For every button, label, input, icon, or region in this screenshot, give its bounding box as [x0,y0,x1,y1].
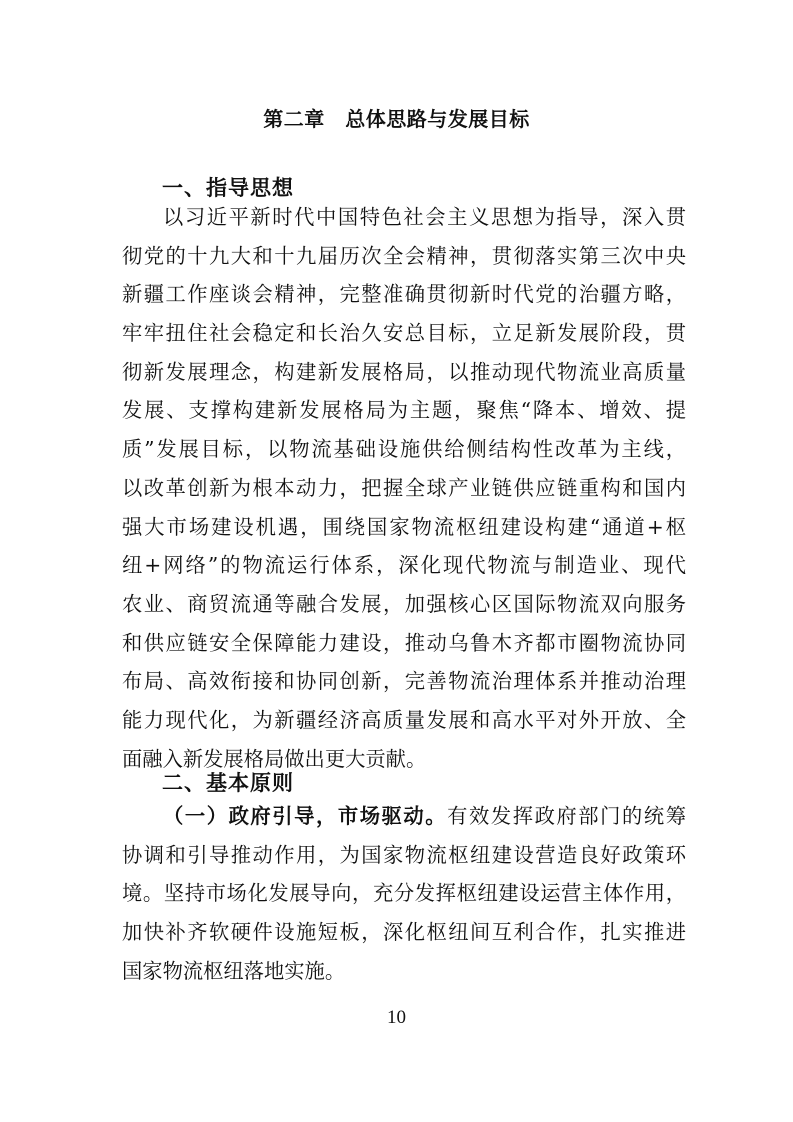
paragraph-line: 强大市场建设机遇，围绕国家物流枢纽建设构建“通道+枢 [122,514,686,539]
page-number: 10 [387,1007,406,1028]
paragraph-line: 协调和引导推动作用，为国家物流枢纽建设营造良好政策环 [122,842,686,867]
paragraph-line: 能力现代化，为新疆经济高质量发展和高水平对外开放、全 [122,707,686,732]
paragraph-line: 质”发展目标，以物流基础设施供给侧结构性改革为主线， [122,437,686,462]
paragraph-line: 新疆工作座谈会精神，完整准确贯彻新时代党的治疆方略， [122,282,686,307]
paragraph-line: 发展、支撑构建新发展格局为主题，聚焦“降本、增效、提 [122,398,686,423]
principle-one-lead: （一）政府引导，市场驱动。 [163,804,448,828]
paragraph-line: 和供应链安全保障能力建设，推动乌鲁木齐都市圈物流协同 [122,630,686,655]
section-heading-guiding-ideology: 一、指导思想 [162,176,294,200]
paragraph-line: 国家物流枢纽落地实施。 [122,958,346,983]
paragraph-line: 布局、高效衔接和协同创新，完善物流治理体系并推动治理 [122,669,686,694]
principle-one-paragraph [122,797,686,990]
chapter-title: 第二章 总体思路与发展目标 [263,107,530,131]
paragraph-line: 牢牢扭住社会稳定和长治久安总目标，立足新发展阶段，贯 [122,321,686,346]
guiding-ideology-paragraph [122,198,686,778]
paragraph-line: 面融入新发展格局做出更大贡献。 [122,746,427,771]
paragraph-line [122,797,686,836]
section-heading-basic-principles: 二、基本原则 [162,771,294,795]
paragraph-line: 境。坚持市场化发展导向，充分发挥枢纽建设运营主体作用， [122,881,686,906]
paragraph-line: 农业、商贸流通等融合发展，加强核心区国际物流双向服务 [122,591,686,616]
principle-one-text: 有效发挥政府部门的统筹 [447,804,686,828]
paragraph-line: 加快补齐软硬件设施短板，深化枢纽间互利合作，扎实推进 [122,920,686,945]
paragraph-line: 彻党的十九大和十九届历次全会精神，贯彻落实第三次中央 [122,243,686,268]
paragraph-line: 纽+网络”的物流运行体系，深化现代物流与制造业、现代 [122,553,686,578]
paragraph-line: 彻新发展理念，构建新发展格局，以推动现代物流业高质量 [122,359,686,384]
paragraph-line: 以习近平新时代中国特色社会主义思想为指导，深入贯 [163,205,686,229]
paragraph-line: 以改革创新为根本动力，把握全球产业链供应链重构和国内 [122,475,686,500]
